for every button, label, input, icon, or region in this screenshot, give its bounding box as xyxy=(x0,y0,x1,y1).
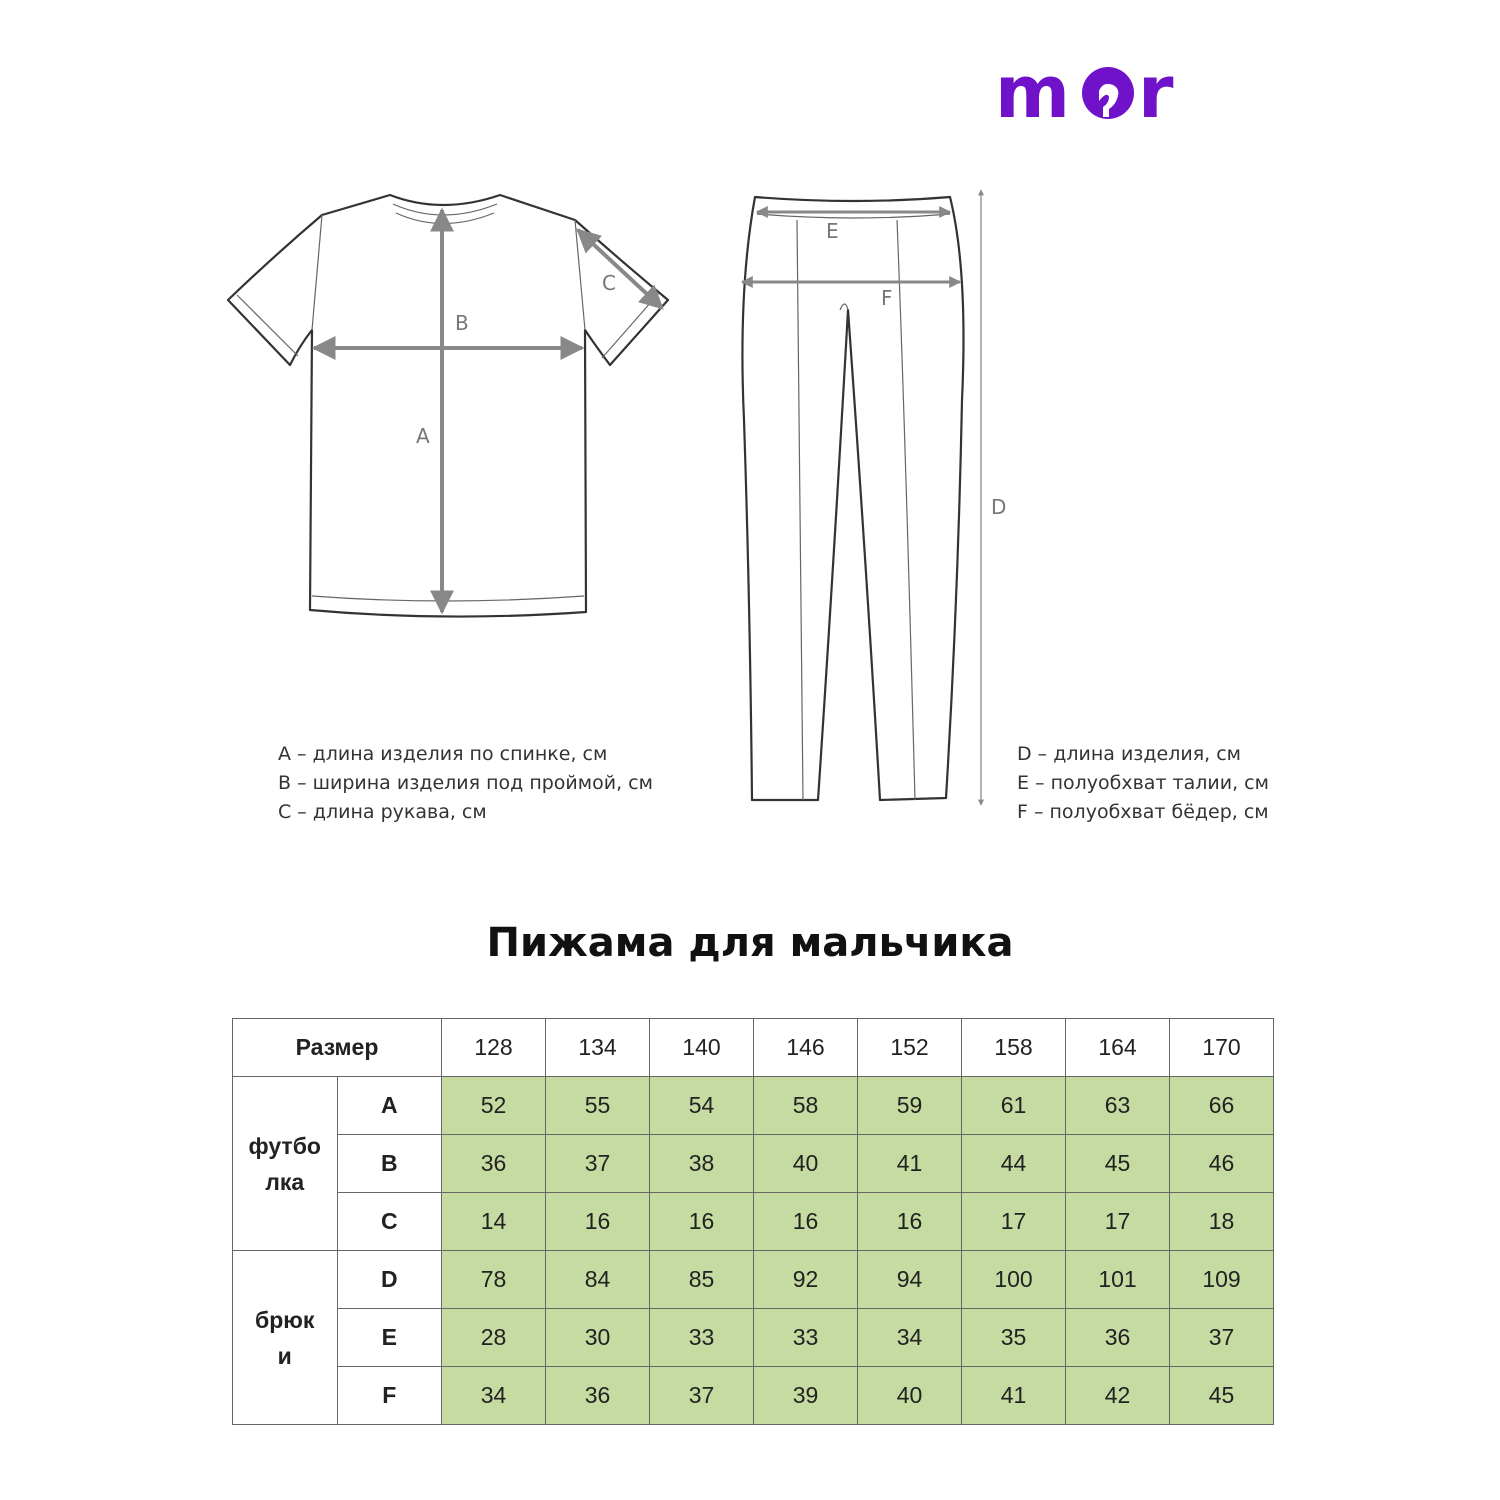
value-cell: 58 xyxy=(754,1077,858,1135)
value-cell: 17 xyxy=(1066,1193,1170,1251)
value-cell: 39 xyxy=(754,1367,858,1425)
param-label: D xyxy=(337,1251,442,1309)
value-cell: 35 xyxy=(962,1309,1066,1367)
table-header-row xyxy=(233,1019,1274,1077)
size-header-cell: 164 xyxy=(1066,1019,1170,1077)
value-cell: 101 xyxy=(1066,1251,1170,1309)
legend-item-b: B – ширина изделия под проймой, см xyxy=(278,772,653,794)
measure-line-c xyxy=(578,230,662,308)
value-cell: 94 xyxy=(858,1251,962,1309)
legend-item-c: C – длина рукава, см xyxy=(278,801,487,823)
group-label-line: футбо xyxy=(248,1132,321,1159)
value-cell: 18 xyxy=(1170,1193,1274,1251)
tshirt-outline xyxy=(228,195,668,617)
legend-item-d: D – длина изделия, см xyxy=(1017,743,1242,765)
value-cell: 45 xyxy=(1170,1367,1274,1425)
size-header-cell: 158 xyxy=(962,1019,1066,1077)
value-cell: 42 xyxy=(1066,1367,1170,1425)
legend-item-a: A – длина изделия по спинке, см xyxy=(278,743,608,765)
value-cell: 40 xyxy=(858,1367,962,1425)
value-cell: 61 xyxy=(962,1077,1066,1135)
tshirt-label-b: B xyxy=(455,311,469,335)
size-header-cell: 170 xyxy=(1170,1019,1274,1077)
value-cell: 55 xyxy=(546,1077,650,1135)
value-cell: 34 xyxy=(442,1367,546,1425)
value-cell: 100 xyxy=(962,1251,1066,1309)
svg-text:m: m xyxy=(995,55,1071,134)
pants-outline xyxy=(742,197,963,800)
pants-legend xyxy=(1017,740,1269,827)
value-cell: 54 xyxy=(650,1077,754,1135)
size-header-cell: 140 xyxy=(650,1019,754,1077)
group-label-line: лка xyxy=(265,1168,305,1195)
size-table xyxy=(232,1018,1274,1425)
param-label: E xyxy=(337,1309,442,1367)
size-header-cell: 134 xyxy=(546,1019,650,1077)
value-cell: 52 xyxy=(442,1077,546,1135)
size-header-cell: 152 xyxy=(858,1019,962,1077)
value-cell: 45 xyxy=(1066,1135,1170,1193)
value-cell: 33 xyxy=(754,1309,858,1367)
value-cell: 44 xyxy=(962,1135,1066,1193)
table-row xyxy=(233,1135,1274,1193)
tshirt-legend xyxy=(278,740,653,827)
value-cell: 28 xyxy=(442,1309,546,1367)
param-label: A xyxy=(337,1077,442,1135)
value-cell: 66 xyxy=(1170,1077,1274,1135)
value-cell: 38 xyxy=(650,1135,754,1193)
value-cell: 37 xyxy=(650,1367,754,1425)
value-cell: 16 xyxy=(650,1193,754,1251)
group-label-line: и xyxy=(277,1342,292,1369)
value-cell: 63 xyxy=(1066,1077,1170,1135)
pants-label-e: E xyxy=(826,219,839,243)
table-row xyxy=(233,1309,1274,1367)
value-cell: 109 xyxy=(1170,1251,1274,1309)
size-header-label: Размер xyxy=(233,1019,442,1077)
pants-label-d: D xyxy=(991,495,1007,519)
value-cell: 85 xyxy=(650,1251,754,1309)
param-label: B xyxy=(337,1135,442,1193)
value-cell: 37 xyxy=(546,1135,650,1193)
value-cell: 30 xyxy=(546,1309,650,1367)
param-label: C xyxy=(337,1193,442,1251)
group-label-tshirt xyxy=(233,1077,338,1251)
group-label-pants xyxy=(233,1251,338,1425)
value-cell: 40 xyxy=(754,1135,858,1193)
legend-item-f: F – полуобхват бёдер, см xyxy=(1017,801,1269,823)
value-cell: 46 xyxy=(1170,1135,1274,1193)
value-cell: 84 xyxy=(546,1251,650,1309)
legend-item-e: E – полуобхват талии, см xyxy=(1017,772,1269,794)
value-cell: 36 xyxy=(442,1135,546,1193)
value-cell: 41 xyxy=(858,1135,962,1193)
value-cell: 78 xyxy=(442,1251,546,1309)
value-cell: 34 xyxy=(858,1309,962,1367)
svg-text:r: r xyxy=(1138,55,1174,134)
value-cell: 33 xyxy=(650,1309,754,1367)
value-cell: 14 xyxy=(442,1193,546,1251)
value-cell: 41 xyxy=(962,1367,1066,1425)
value-cell: 92 xyxy=(754,1251,858,1309)
value-cell: 17 xyxy=(962,1193,1066,1251)
value-cell: 16 xyxy=(546,1193,650,1251)
table-row xyxy=(233,1251,1274,1309)
value-cell: 59 xyxy=(858,1077,962,1135)
table-row xyxy=(233,1367,1274,1425)
table-row xyxy=(233,1077,1274,1135)
size-header-cell: 146 xyxy=(754,1019,858,1077)
value-cell: 16 xyxy=(858,1193,962,1251)
value-cell: 36 xyxy=(1066,1309,1170,1367)
tshirt-label-a: A xyxy=(416,424,430,448)
param-label: F xyxy=(337,1367,442,1425)
page-title: Пижама для мальчика xyxy=(486,920,1014,966)
value-cell: 36 xyxy=(546,1367,650,1425)
tshirt-label-c: C xyxy=(602,271,616,295)
pants-label-f: F xyxy=(881,286,893,310)
table-row xyxy=(233,1193,1274,1251)
group-label-line: брюк xyxy=(255,1306,315,1333)
value-cell: 16 xyxy=(754,1193,858,1251)
value-cell: 37 xyxy=(1170,1309,1274,1367)
size-header-cell: 128 xyxy=(442,1019,546,1077)
